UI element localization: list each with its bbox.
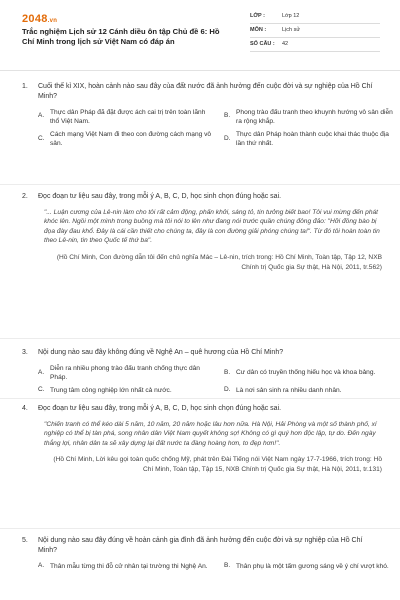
option-text: Thân phụ là một tấm gương sáng về ý chí vượt khó. xyxy=(236,562,389,570)
question-number: 2. xyxy=(22,193,28,200)
source-citation: (Hồ Chí Minh, Con đường dẫn tôi đến chủ nghĩa Mác – Lê-nin, trích trong: Hồ Chí Minh, Toàn tập, Tập 12, NXB Chính trị Quốc gia Sự thật, Hà Nội, 2011, tr.562) xyxy=(56,253,382,271)
option-text: Phong trào đấu tranh theo khuynh hướng vô sản diễn ra rộng khắp. xyxy=(236,108,393,125)
question-number: 5. xyxy=(22,537,28,544)
option-letter: A. xyxy=(38,368,45,376)
option-text: Cách mạng Việt Nam đi theo con đường cách mạng vô sản. xyxy=(50,131,212,148)
option-letter: A. xyxy=(38,561,45,569)
option-letter: D. xyxy=(224,134,231,142)
meta-value: 42 xyxy=(282,40,289,47)
option-letter: C. xyxy=(38,134,45,142)
question-text: Cuối thế kỉ XIX, hoàn cảnh nào sau đây của đất nước đã ảnh hưởng đến cuộc đời và sự nghiệp của Hồ Chí Minh? xyxy=(38,83,373,100)
option-letter: D. xyxy=(224,386,231,394)
question-divider xyxy=(0,184,400,185)
option-text: Trung tâm công nghiệp lớn nhất cả nước. xyxy=(50,387,172,395)
question-text: Nội dung nào sau đây không đúng về Nghệ An – quê hương của Hồ Chí Minh? xyxy=(38,349,284,356)
option-d[interactable] xyxy=(224,386,398,395)
meta-info xyxy=(250,10,380,52)
option-text: Diễn ra nhiều phong trào đấu tranh chống thực dân Pháp. xyxy=(50,364,200,382)
option-text: Thực dân Pháp hoàn thành cuộc khai thác thuộc địa lần thứ nhất. xyxy=(236,131,389,148)
question-1 xyxy=(22,82,393,148)
question-number: 1. xyxy=(22,83,28,90)
source-citation: (Hồ Chí Minh, Lời kêu gọi toàn quốc chống Mỹ, phát trên Đài Tiếng nói Việt Nam ngày 17-7-1966, trích trong: Hồ Chí Minh, Toàn tập, Tập 15, NXB Chính trị Quốc gia Sự thật, Hà Nội, 2011, tr.131) xyxy=(53,456,382,473)
question-divider xyxy=(0,338,400,339)
meta-value: Lịch sử xyxy=(282,26,301,33)
option-b[interactable] xyxy=(224,562,398,571)
question-5 xyxy=(22,536,389,571)
question-text: Đọc đoạn tư liệu sau đây, trong mỗi ý A, B, C, D, học sinh chọn đúng hoặc sai. xyxy=(38,193,282,200)
option-text: Thân mẫu từng thi đỗ cử nhân tại trường thi Nghệ An. xyxy=(50,562,208,570)
question-number: 3. xyxy=(22,349,28,356)
header-divider xyxy=(0,70,400,71)
site-logo[interactable]: 2048.vn xyxy=(22,13,58,25)
meta-row-subject xyxy=(250,24,380,38)
document-title: Trắc nghiệm Lịch sử 12 Cánh diều ôn tập Chủ đề 6: Hồ Chí Minh trong lịch sử Việt Nam có đáp án xyxy=(22,27,220,47)
meta-row-count xyxy=(250,38,380,52)
option-c[interactable] xyxy=(38,386,212,395)
option-a[interactable] xyxy=(38,562,212,571)
question-4 xyxy=(22,404,382,475)
option-c[interactable] xyxy=(38,130,212,148)
option-letter: B. xyxy=(224,368,231,376)
option-b[interactable] xyxy=(224,108,398,126)
meta-label: MÔN : xyxy=(250,26,267,33)
option-letter: B. xyxy=(224,561,231,569)
option-a[interactable] xyxy=(38,364,212,382)
meta-row-grade xyxy=(250,10,380,24)
options xyxy=(38,108,393,149)
meta-label: LỚP : xyxy=(250,12,265,19)
question-text: Đọc đoạn tư liệu sau đây, trong mỗi ý A, B, C, D, học sinh chọn đúng hoặc sai. xyxy=(38,405,282,412)
question-divider xyxy=(0,528,400,529)
options xyxy=(38,364,382,396)
option-a[interactable] xyxy=(38,108,212,126)
option-text: Cư dân có truyền thống hiếu học và khoa bảng. xyxy=(236,369,376,377)
question-3 xyxy=(22,348,382,395)
option-text: Là nơi sản sinh ra nhiều danh nhân. xyxy=(236,387,342,395)
option-letter: C. xyxy=(38,386,45,394)
option-letter: A. xyxy=(38,112,45,120)
source-quote: "Chiến tranh có thể kéo dài 5 năm, 10 năm, 20 năm hoặc lâu hơn nữa. Hà Nội, Hải Phòng và một số thành phố, xí nghiệp có thể bị tàn phá, song nhân dân Việt Nam quyết không sợ! Không có gì quý hơn độc lập, tự do. Đến ngày thắng lợi, nhân dân ta sẽ xây dựng lại đất nước ta đàng hoàng hơn, to đẹp hơn!". xyxy=(44,420,377,447)
document-header xyxy=(0,0,400,66)
option-d[interactable] xyxy=(224,130,398,148)
option-letter: B. xyxy=(224,112,231,120)
question-2 xyxy=(22,192,382,272)
option-b[interactable] xyxy=(224,364,398,382)
question-text: Nội dung nào sau đây đúng về hoàn cảnh gia đình đã ảnh hưởng đến cuộc đời và sự nghiệp của Hồ Chí Minh? xyxy=(38,537,363,554)
source-quote: "... Luận cương của Lê-nin làm cho tôi rất cảm động, phấn khởi, sáng tỏ, tin tưởng biết bao! Tôi vui mừng đến phát khóc lên. Ngồi một mình trong buồng mà tôi nói to lên như đang nói trước quần chúng đông đảo: "Hỡi đồng bào bị đọa đày đau khổ. Đây là cái cần thiết cho chúng ta, đây là con đường giải phóng chúng ta!". Từ đó tôi hoàn toàn tin theo Lê-nin, tin theo Quốc tế thứ ba". xyxy=(44,208,380,245)
question-divider xyxy=(0,398,400,399)
meta-label: SỐ CÂU : xyxy=(250,40,275,47)
meta-value: Lớp 12 xyxy=(282,12,300,19)
option-text: Thực dân Pháp đã đặt được ách cai trị trên toàn lãnh thổ Việt Nam. xyxy=(50,108,206,125)
question-number: 4. xyxy=(22,405,28,412)
options xyxy=(38,561,389,571)
